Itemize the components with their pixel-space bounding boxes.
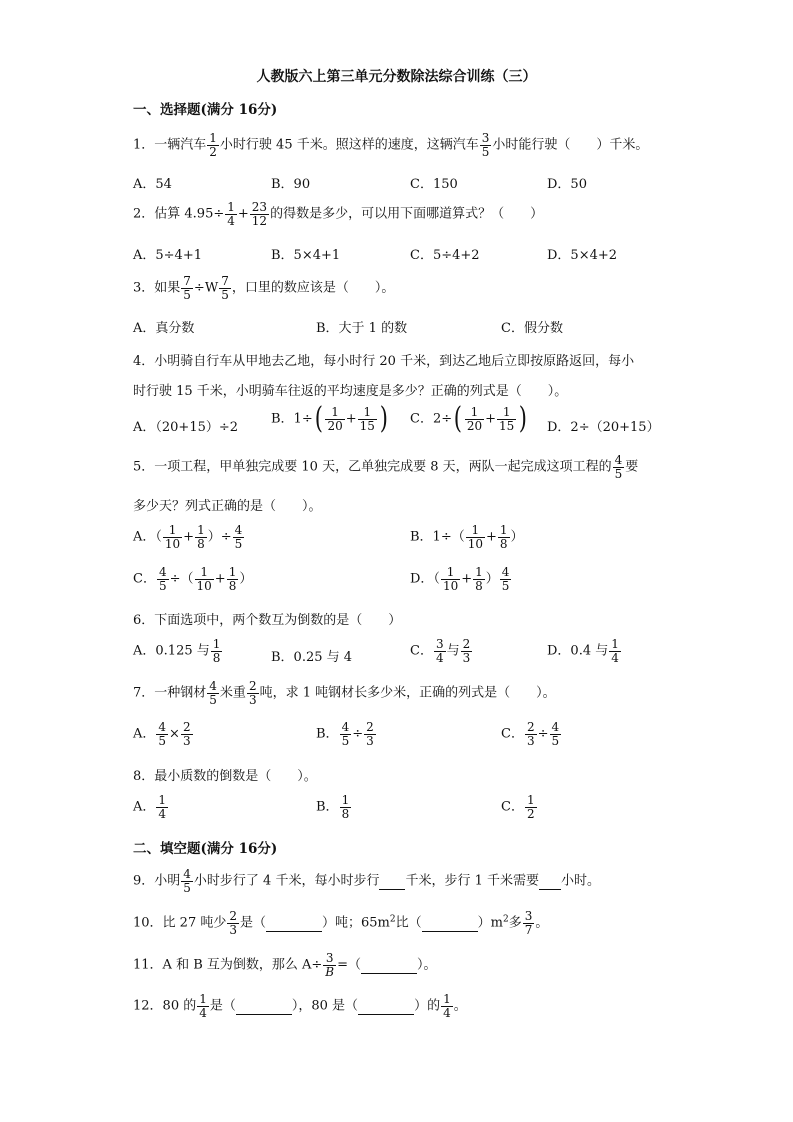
question-1: 1．一辆汽车 $\frac{1}{2}$ 小时行驶 45 千米。照这样的速度，这辆汽车 $\frac{3}{5}$ 小时能行驶（ ）千米。 — [133, 131, 649, 159]
question-9: 9．小明 $\frac{4}{5}$ 小时步行了 4 千米，每小时步行 千米，步行 1 千米需要 小时。 — [133, 867, 601, 895]
section-fill-heading: 二、填空题(满分 16分) — [133, 841, 278, 857]
section-choice-heading: 一、选择题(满分 16分) — [133, 102, 278, 118]
answer-blank[interactable] — [266, 916, 322, 932]
q5-option-d: D．（ $\frac{1}{10}$ + $\frac{1}{8}$ ） $\frac{4}{5}$ — [410, 565, 510, 593]
q1-option-b: B．90 — [271, 177, 311, 192]
q2-option-d: D．5×4+2 — [547, 248, 618, 263]
question-2: 2．估算 4.95÷ $\frac{1}{4}$ + $\frac{23}{12}$ 的得数是多少，可以用下面哪道算式？（ ） — [133, 200, 544, 228]
q2-option-b: B．5×4+1 — [271, 248, 341, 263]
q7-option-c: C． $\frac{2}{3}$ ÷ $\frac{4}{5}$ — [501, 720, 560, 748]
q6-option-b: B．0.25 与 4 — [271, 650, 353, 665]
q4-option-b: B．1÷( $\frac{1}{20}$ + $\frac{1}{15}$ ) — [271, 401, 388, 436]
q8-option-b: B． $\frac{1}{8}$ — [316, 793, 350, 821]
q5-option-a: A．（ $\frac{1}{10}$ + $\frac{1}{8}$ ）÷ $\frac{4}{5}$ — [133, 523, 243, 551]
q1-option-d: D．50 — [547, 177, 587, 192]
question-3: 3．如果 $\frac{7}{5}$ ÷W $\frac{7}{5}$ ，口里的数应该是（ ）。 — [133, 274, 395, 302]
q6-option-d: D．0.4 与 $\frac{1}{4}$ — [547, 637, 619, 665]
question-4-line-2: 时行驶 15 千米，小明骑车往返的平均速度是多少？正确的列式是（ ）。 — [133, 384, 568, 399]
answer-blank[interactable] — [236, 999, 292, 1015]
answer-blank[interactable] — [539, 874, 561, 890]
answer-blank[interactable] — [358, 999, 414, 1015]
q3-option-c: C．假分数 — [501, 321, 563, 336]
question-5-line-1: 5．一项工程，甲单独完成要 10 天，乙单独完成要 8 天，两队一起完成这项工程的 $\frac{4}{5}$ 要 — [133, 453, 639, 481]
q3-option-a: A．真分数 — [133, 321, 195, 336]
q2-option-c: C．5÷4+2 — [410, 248, 480, 263]
q4-option-a: A．（20+15）÷2 — [133, 420, 239, 435]
q7-option-b: B． $\frac{4}{5}$ ÷ $\frac{2}{3}$ — [316, 720, 374, 748]
q8-option-c: C． $\frac{1}{2}$ — [501, 793, 535, 821]
q5-option-c: C． $\frac{4}{5}$ ÷（ $\frac{1}{10}$ + $\frac{1}{8}$ ） — [133, 565, 253, 593]
answer-blank[interactable] — [422, 916, 478, 932]
answer-blank[interactable] — [361, 958, 417, 974]
q5-option-b: B．1÷（ $\frac{1}{10}$ + $\frac{1}{8}$ ） — [410, 523, 524, 551]
q1-option-c: C．150 — [410, 177, 458, 192]
question-5-line-2: 多少天？列式正确的是（ ）。 — [133, 499, 322, 514]
page-title: 人教版六上第三单元分数除法综合训练（三） — [256, 69, 537, 85]
q7-option-a: A． $\frac{4}{5}$ × $\frac{2}{3}$ — [133, 720, 191, 748]
question-4-line-1: 4．小明骑自行车从甲地去乙地，每小时行 20 千米，到达乙地后立即按原路返回，每小 — [133, 354, 635, 369]
answer-blank[interactable] — [379, 874, 405, 890]
question-11: 11．A 和 B 互为倒数，那么 A÷ $\frac{3}{B}$ =（ ）。 — [133, 951, 437, 979]
question-8: 8．最小质数的倒数是（ ）。 — [133, 769, 317, 784]
question-7: 7．一种钢材 $\frac{4}{5}$ 米重 $\frac{2}{3}$ 吨，求 1 吨钢材长多少米，正确的列式是（ ）。 — [133, 679, 556, 707]
q4-option-d: D．2÷（20+15） — [547, 420, 660, 435]
question-6: 6．下面选项中，两个数互为倒数的是（ ） — [133, 613, 402, 628]
question-10: 10．比 27 吨少 $\frac{2}{3}$ 是（ ）吨；$65m^2$比（ ）$m^2$多 $\frac{3}{7}$ 。 — [133, 909, 549, 937]
q4-option-c: C．2÷( $\frac{1}{20}$ + $\frac{1}{15}$ ) — [410, 401, 528, 436]
q8-option-a: A． $\frac{1}{4}$ — [133, 793, 167, 821]
q2-option-a: A．5÷4+1 — [133, 248, 202, 263]
q3-option-b: B．大于 1 的数 — [316, 321, 408, 336]
q6-option-c: C． $\frac{3}{4}$ 与 $\frac{2}{3}$ — [410, 637, 471, 665]
q1-option-a: A．54 — [133, 177, 172, 192]
q6-option-a: A．0.125 与 $\frac{1}{8}$ — [133, 637, 221, 665]
question-12: 12．80 的 $\frac{1}{4}$ 是（ ），80 是（ ）的 $\frac{1}{4}$ 。 — [133, 992, 467, 1020]
